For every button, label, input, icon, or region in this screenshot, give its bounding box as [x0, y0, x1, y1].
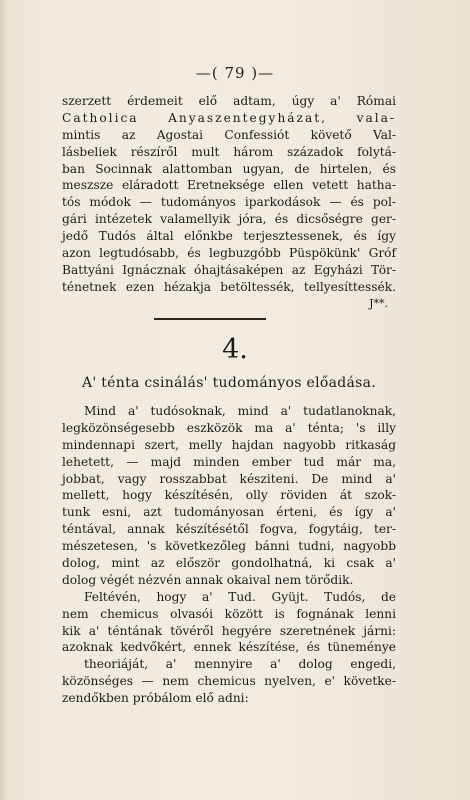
- text-line: nem chemicus olvasói között is fognának lenni: [62, 606, 396, 621]
- page-gutter-shadow: [0, 0, 8, 800]
- text-line: azon legtudósabb, és legbuzgóbb Püspökünk' Gróf: [62, 246, 396, 261]
- section-divider: [154, 318, 266, 320]
- text-line: közönséges — nem chemicus nyelven, e' követke-: [62, 674, 396, 689]
- text-line: ban Socinnak alattomban ugyan, de hirtelen, és: [62, 161, 396, 176]
- text-line: Battyáni Ignácznak óhajtásaképen az Egyházi Tör-: [62, 262, 396, 277]
- text-line: zendőkben próbálom elő adni:: [62, 691, 249, 706]
- text-line: tós módok — tudományos iparkodások — és pol-: [62, 195, 396, 210]
- text-line: mintis az Agostai Confessiót követő Val-: [62, 127, 396, 142]
- text-line: legközönségesebb eszközök ma a' ténta; 's illy: [62, 420, 396, 435]
- text-line: téntával, annak készítésétől fogva, fogytáig, ter-: [62, 522, 396, 537]
- section-number: 4.: [222, 334, 248, 365]
- text-line: tunk esni, azt tudományosan érteni, és így a': [62, 505, 396, 520]
- text-line: jedő Tudós által előnkbe terjesztessenek, és így: [62, 229, 396, 244]
- text-line: kik a' téntának tövéről hegyére szeretnének járni:: [62, 623, 396, 638]
- text-line: lásbeliek részíről mult három századok folytá-: [62, 144, 396, 159]
- text-line: Feltévén, hogy a' Tud. Gyüjt. Tudós, de: [84, 589, 396, 604]
- text-line: lehetett, — majd minden ember tud már ma,: [62, 454, 396, 469]
- text-line: theoriáját, a' mennyire a' dolog engedi,: [84, 657, 396, 672]
- page-number: —( 79 )—: [195, 64, 275, 82]
- author-signature: J**.: [369, 296, 388, 310]
- text-line: Catholica Anyaszentegyházat, vala-: [62, 110, 396, 125]
- text-line: meszsze eláradott Eretneksége ellen vetett hatha-: [62, 178, 396, 193]
- text-line: ténetnek ezen hézakja betöltessék, tellyesíttessék.: [62, 279, 396, 294]
- body-text: [62, 403, 396, 707]
- text-line: szerzett érdemeit elő adtam, úgy a' Római: [62, 94, 396, 108]
- text-line: jobbat, vagy rosszabbat késziteni. De mind a': [62, 471, 396, 486]
- text-line: azoknak kedvőkért, ennek készítése, és tüneménye: [62, 640, 396, 655]
- text-line: mindennapi szert, melly hajdan nagyobb ritkaság: [62, 437, 396, 452]
- text-line: mészetesen, 's következőleg bánni tudni, nagyobb: [62, 539, 396, 554]
- text-line: gári intézetek valamellyik jóra, és dicsőségre ger-: [62, 212, 396, 227]
- text-line: dolog végét nézvén annak okaival nem törődik.: [62, 572, 354, 587]
- continuation-paragraph: [62, 93, 396, 312]
- text-line: Mind a' tudósoknak, mind a' tudatlanoknak,: [84, 404, 396, 418]
- text-line: mellett, hogy készítésén, olly röviden át szok-: [62, 488, 396, 503]
- text-line: dolog, mint az először gondolhatná, ki csak a': [62, 556, 396, 571]
- section-heading: A' ténta csinálás' tudományos előadása.: [81, 375, 377, 391]
